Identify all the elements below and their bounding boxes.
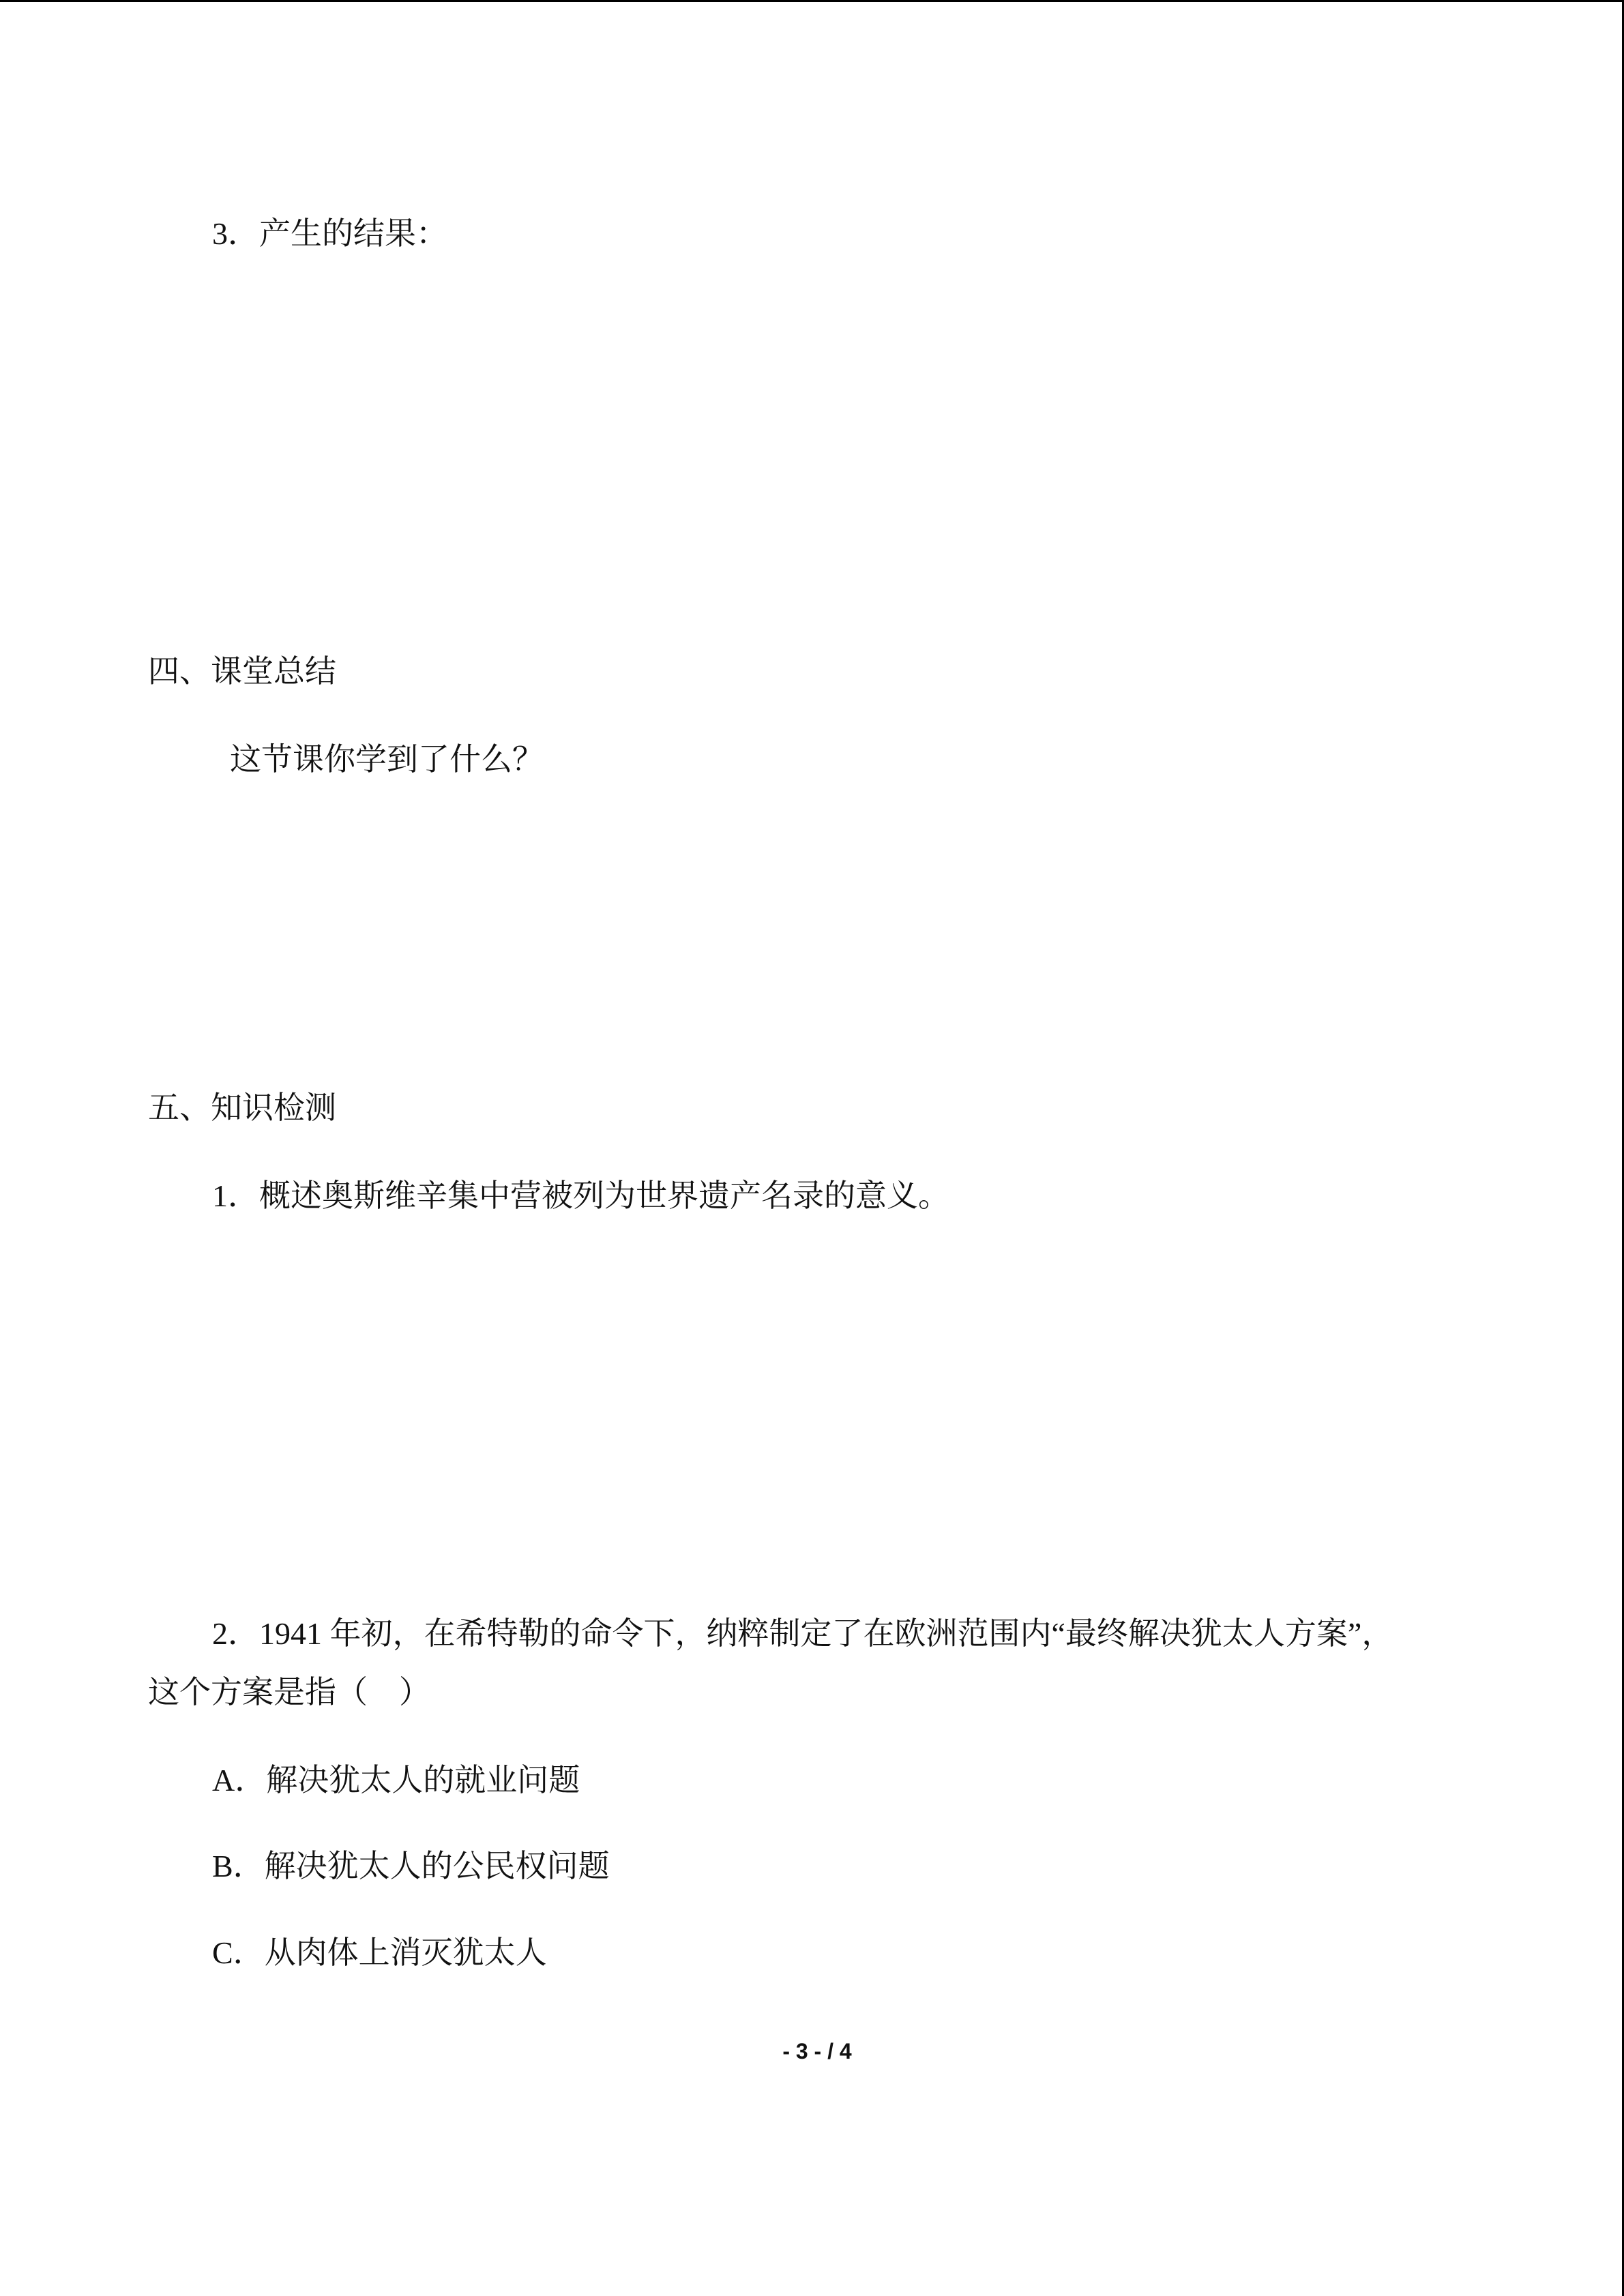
question-2-line-1: 2．1941 年初，在希特勒的命令下，纳粹制定了在欧洲范围内“最终解决犹太人方案”， bbox=[212, 1616, 1393, 1651]
section4-prompt: 这节课你学到了什么？ bbox=[230, 742, 544, 777]
question-2-option-a: A．解决犹太人的就业问题 bbox=[212, 1763, 580, 1798]
section5-heading: 五、知识检测 bbox=[148, 1090, 336, 1125]
question-1: 1．概述奥斯维辛集中营被列为世界遗产名录的意义。 bbox=[212, 1178, 949, 1213]
page-number: - 3 - / 4 bbox=[782, 2039, 852, 2063]
section4-heading: 四、课堂总结 bbox=[148, 654, 336, 689]
question-2-option-c: C．从肉体上消灭犹太人 bbox=[212, 1935, 547, 1970]
page-top-border bbox=[0, 0, 1624, 2]
question-2-option-b: B．解决犹太人的公民权问题 bbox=[212, 1849, 610, 1883]
question-2-line-2: 这个方案是指（ ） bbox=[148, 1675, 430, 1710]
section3-item3: 3．产生的结果： bbox=[212, 216, 447, 251]
